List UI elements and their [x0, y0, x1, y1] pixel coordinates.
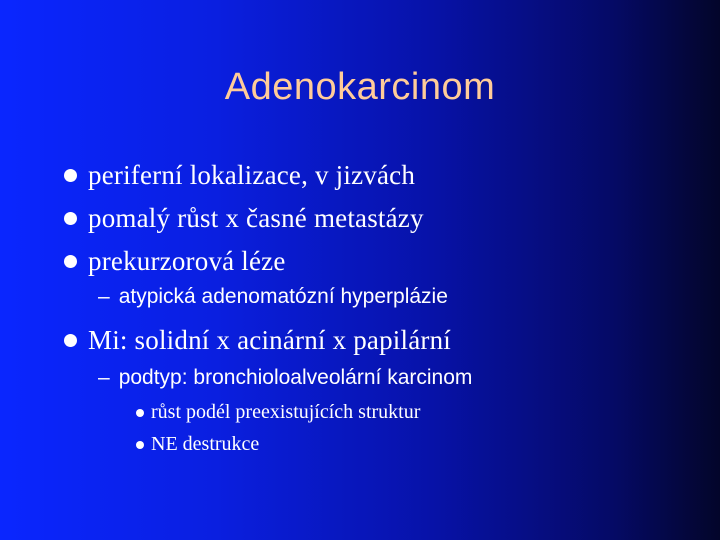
slide-title: Adenokarcinom — [224, 66, 496, 108]
sub-bullet-text: podtyp: bronchioloalveolární karcinom — [118, 366, 473, 389]
dash-icon: – — [98, 366, 110, 389]
bullet-item — [64, 160, 415, 191]
bullet-dot-icon — [64, 212, 77, 225]
bullet-item — [64, 246, 286, 277]
sub-bullet-text: atypická adenomatózní hyperplázie — [118, 285, 448, 308]
dash-icon: – — [98, 285, 110, 308]
sub-sub-bullet-item — [136, 401, 420, 424]
bullet-item — [64, 325, 451, 356]
bullet-text: pomalý růst x časné metastázy — [88, 203, 424, 233]
sub-sub-bullet-text: růst podél preexistujících struktur — [151, 401, 421, 423]
bullet-item — [64, 203, 424, 234]
sub-sub-bullet-item — [136, 433, 259, 456]
bullet-dot-icon — [136, 409, 144, 417]
bullet-text: prekurzorová léze — [88, 246, 286, 276]
bullet-dot-icon — [64, 169, 77, 182]
sub-sub-bullet-text: NE destrukce — [151, 433, 260, 455]
bullet-dot-icon — [64, 255, 77, 268]
bullet-dot-icon — [136, 441, 144, 449]
sub-bullet-item — [98, 366, 472, 390]
bullet-text: periferní lokalizace, v jizvách — [88, 160, 416, 190]
sub-bullet-item — [98, 285, 448, 309]
bullet-dot-icon — [64, 334, 77, 347]
bullet-text: Mi: solidní x acinární x papilární — [88, 325, 451, 355]
